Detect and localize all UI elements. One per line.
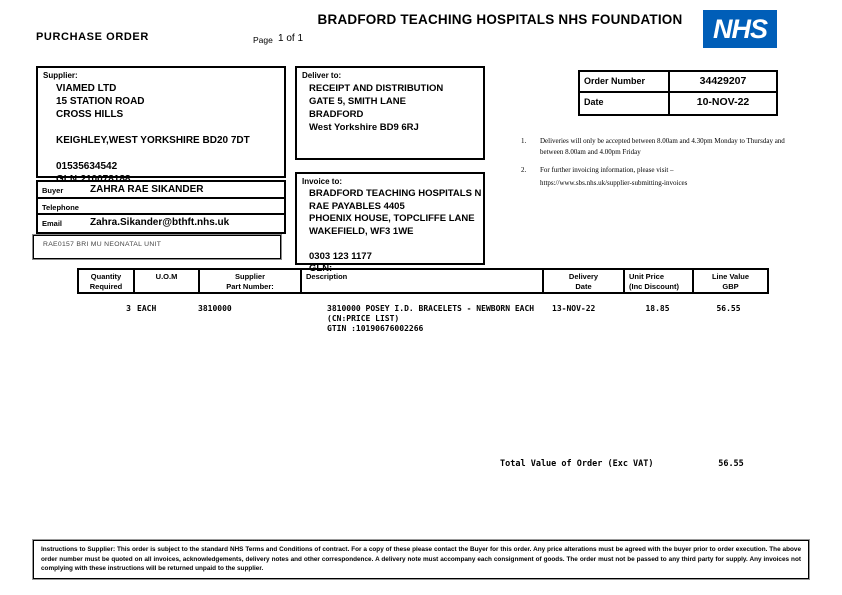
item-description-line: (CN:PRICE LIST) <box>327 314 400 323</box>
supplier-line: VIAMED LTD <box>56 83 117 94</box>
item-uom: EACH <box>137 304 157 313</box>
column-header-unit-price <box>625 270 694 292</box>
line-items-header <box>77 268 769 294</box>
supplier-label: Supplier: <box>43 71 78 80</box>
deliver-line: GATE 5, SMITH LANE <box>309 96 406 107</box>
supplier-line <box>56 147 284 160</box>
supplier-address-box <box>36 66 286 185</box>
order-number-row <box>580 72 776 93</box>
buyer-label: Buyer <box>42 186 64 195</box>
buyer-name: ZAHRA RAE SIKANDER <box>90 184 204 195</box>
header-text: Part Number: <box>226 282 274 291</box>
supplier-line: 15 STATION ROAD <box>56 96 145 107</box>
deliver-to-box <box>295 66 485 160</box>
item-quantity: 3 <box>126 304 131 313</box>
nhs-logo <box>703 10 777 48</box>
telephone-value <box>90 199 284 214</box>
item-part-number: 3810000 <box>198 304 232 313</box>
email-value: Zahra.Sikander@bthft.nhs.uk <box>90 217 230 228</box>
header-text: (Inc Discount) <box>629 282 679 291</box>
supplier-phone: 01535634542 <box>56 161 118 172</box>
item-description-line: 3810000 POSEY I.D. BRACELETS - NEWBORN EACH <box>327 304 535 313</box>
email-row <box>38 215 284 232</box>
page-label: Page <box>253 35 273 45</box>
invoice-line: RAE PAYABLES 4405 <box>309 200 405 212</box>
item-line-value: 56.55 <box>716 304 741 313</box>
item-unit-price: 18.85 <box>645 304 670 313</box>
order-date-row <box>580 93 776 114</box>
invoice-line: WAKEFIELD, WF3 1WE <box>309 225 414 237</box>
supplier-instructions-text: Instructions to Supplier: This order is subject to the standard NHS Terms and Conditions of contract. For a copy of these please contact the Buyer for this order. Any price alterations must be agreed with the buyer prior to order execution. The above order number must be quoted on all invoices, acknowledgements, delivery notes and other correspondence. A delivery note must accompany each consignment of goods. The order must not be passed to any third party for supply. Any invoices not complying with these instructions will be returned unpaid to the supplier. <box>41 546 801 572</box>
header-text: Description <box>306 272 348 281</box>
line-item-row <box>77 304 765 334</box>
telephone-label: Telephone <box>42 202 79 212</box>
invoicing-info-link[interactable]: https://www.sbs.nhs.uk/supplier-submitting-invoices <box>540 178 688 187</box>
deliver-to-address <box>297 80 483 134</box>
header-text: Unit Price <box>629 272 665 281</box>
header-text: Delivery <box>568 272 599 281</box>
note-1-number: 1. <box>521 137 527 145</box>
note-2 <box>521 165 786 176</box>
page-number: 1 of 1 <box>278 33 304 44</box>
supplier-line: KEIGHLEY,WEST YORKSHIRE BD20 7DT <box>56 135 250 146</box>
order-date-value: 10-NOV-22 <box>696 96 750 108</box>
header-text: Quantity <box>90 272 122 281</box>
order-notes <box>521 136 786 188</box>
supplier-line <box>56 121 284 134</box>
invoice-line: BRADFORD TEACHING HOSPITALS N <box>309 188 482 199</box>
column-header-line-value <box>694 270 767 292</box>
item-description <box>300 304 542 334</box>
total-value: 56.55 <box>718 459 744 469</box>
note-1-text: Deliveries will only be accepted between 8.00am and 4.30pm Monday to Thursday and between 8.00am and 4.00pm Friday <box>540 137 785 156</box>
deliver-to-label: Deliver to: <box>302 71 342 80</box>
supplier-instructions-box <box>33 540 809 579</box>
column-header-delivery-date <box>544 270 625 292</box>
column-header-description <box>302 270 544 292</box>
header-text: Required <box>89 282 123 291</box>
supplier-gln: GLN:210078188 <box>56 174 131 185</box>
header-text: GBP <box>722 282 739 291</box>
order-info-table <box>578 70 778 116</box>
deliver-line: RECEIPT AND DISTRIBUTION <box>309 83 444 94</box>
order-number-label: Order Number <box>580 72 670 91</box>
deliver-line: BRADFORD <box>309 109 364 120</box>
invoice-phone: 0303 123 1177 <box>309 250 372 262</box>
header-text: U.O.M <box>155 272 178 281</box>
invoice-to-box <box>295 172 485 274</box>
organisation-title: BRADFORD TEACHING HOSPITALS NHS FOUNDATION <box>317 12 683 27</box>
buyer-row <box>38 182 284 199</box>
total-label: Total Value of Order (Exc VAT) <box>500 459 654 469</box>
header-text: Date <box>575 282 592 291</box>
order-number-value: 34429207 <box>699 75 747 87</box>
invoice-to-label: Invoice to: <box>302 177 343 186</box>
column-header-uom <box>135 270 200 292</box>
buyer-info-table <box>36 180 286 234</box>
document-title: PURCHASE ORDER <box>36 31 149 43</box>
email-label: Email <box>42 219 63 228</box>
column-header-quantity <box>79 270 135 292</box>
header-text: Supplier <box>234 272 265 281</box>
note-1 <box>521 136 786 158</box>
supplier-address <box>38 80 284 186</box>
invoice-to-address <box>297 186 483 276</box>
invoice-gln: GLN: <box>309 263 333 274</box>
column-header-part-number <box>200 270 302 292</box>
item-delivery-date: 13-NOV-22 <box>552 304 596 313</box>
invoice-line <box>309 238 483 251</box>
note-2-number: 2. <box>521 165 527 174</box>
order-date-label: Date <box>580 93 670 114</box>
requisition-reference: RAE0157 BRI MU NEONATAL UNIT <box>43 241 162 248</box>
deliver-line: West Yorkshire BD9 6RJ <box>309 122 419 133</box>
item-gtin: GTIN :10190676002266 <box>327 324 424 333</box>
note-2-text: For further invoicing information, please visit – <box>540 165 674 174</box>
supplier-line: CROSS HILLS <box>56 109 124 120</box>
telephone-row <box>38 199 284 216</box>
requisition-reference-box <box>33 235 281 259</box>
nhs-logo-text: NHS <box>712 13 767 44</box>
invoice-line: PHOENIX HOUSE, TOPCLIFFE LANE <box>309 213 475 224</box>
header-text: Line Value <box>711 272 750 281</box>
